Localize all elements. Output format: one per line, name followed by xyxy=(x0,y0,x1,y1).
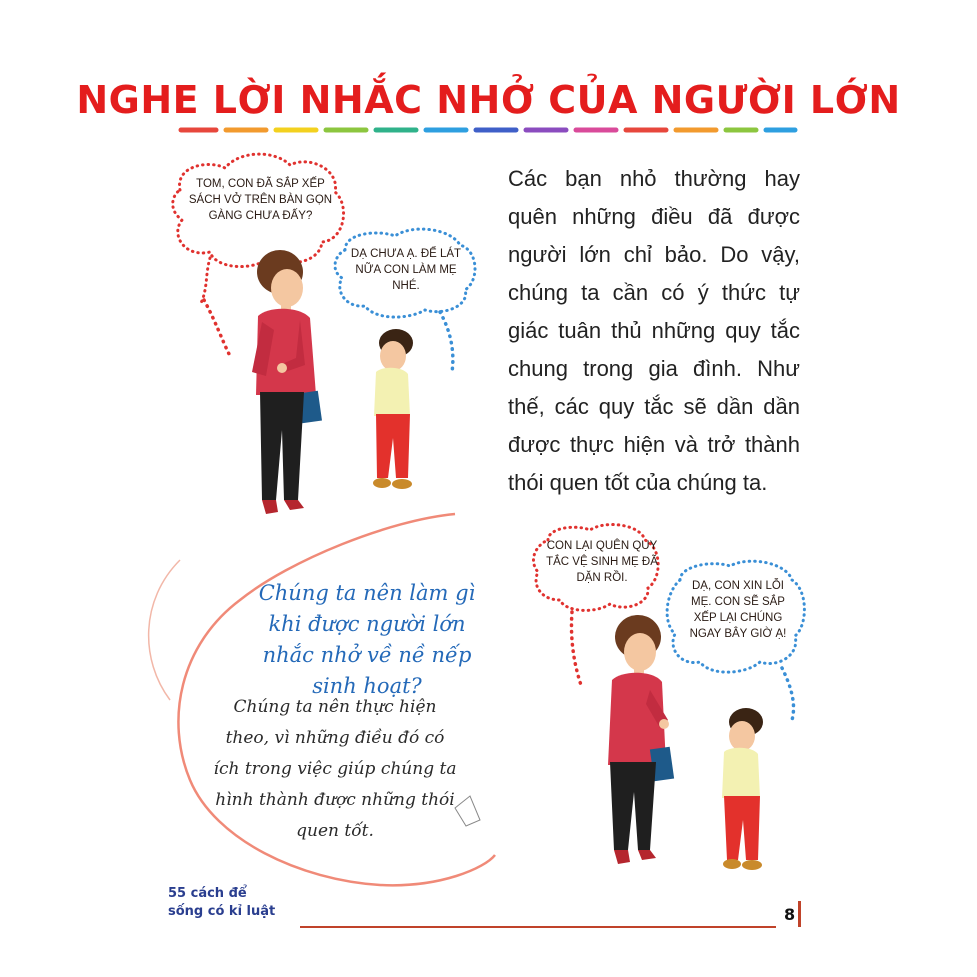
book-title-line-1: 55 cách để xyxy=(168,886,247,901)
intro-paragraph: Các bạn nhỏ thường hay quên những điều đã được người lớn chỉ bảo. Do vậy, chúng ta cần có ý thức tự giác tuân thủ những quy tắc chung trong gia đình. Như thế, các quy tắc sẽ dần dần được thực hiện và trở thành thói quen tốt của chúng ta. xyxy=(508,166,800,495)
page-number: 8 xyxy=(784,905,796,924)
page-number-marker xyxy=(798,901,801,927)
child-figure-2 xyxy=(722,708,763,870)
page-title: NGHE LỜI NHẮC NHỞ CỦA NGƯỜI LỚN xyxy=(76,78,901,122)
mother-bubble-text-1: TOM, CON ĐÃ SẮP XẾP SÁCH VỞ TRÊN BÀN GỌN GÀNG CHƯA ĐẤY? xyxy=(188,178,333,222)
question-text: Chúng ta nên làm gì khi được người lớn nhắc nhở về nề nếp sinh hoạt? xyxy=(258,581,476,698)
child-bubble-text-1: DẠ CHƯA Ạ. ĐỂ LÁT NỮA CON LÀM MẸ NHÉ. xyxy=(350,248,462,292)
mother-figure-2 xyxy=(608,615,674,864)
mother-figure-1 xyxy=(252,250,322,514)
book-title-line-2: sống có kỉ luật xyxy=(168,904,276,919)
mother-bubble-text-2: CON LẠI QUÊN QUY TẮC VỆ SINH MẸ ĐÃ DẶN RỒI. xyxy=(546,540,658,584)
answer-text: Chúng ta nên thực hiện theo, vì những điều đó có ích trong việc giúp chúng ta hình thành được những thói quen tốt. xyxy=(213,697,457,841)
child-figure-1 xyxy=(373,329,413,489)
book-title xyxy=(168,885,275,921)
child-bubble-text-2: DẠ, CON XIN LỖI MẸ. CON SẼ SẮP XẾP LẠI CHÚNG NGAY BÂY GIỜ Ạ! xyxy=(689,580,787,640)
